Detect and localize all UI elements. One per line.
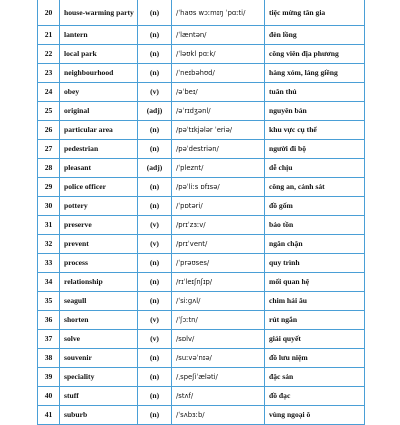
vietnamese-meaning: đặc sản [265, 368, 365, 387]
pronunciation: /sɒlv/ [172, 330, 265, 349]
vocab-word: solve [60, 330, 138, 349]
row-number: 21 [38, 26, 60, 45]
vocab-word: suburb [60, 406, 138, 425]
row-number: 33 [38, 254, 60, 273]
table-row [38, 406, 365, 425]
vocab-word: shorten [60, 311, 138, 330]
table-row [38, 83, 365, 102]
row-number: 36 [38, 311, 60, 330]
table-row [38, 26, 365, 45]
table-row [38, 140, 365, 159]
table-row [38, 216, 365, 235]
row-number: 25 [38, 102, 60, 121]
pronunciation: /suːvəˈnɪə/ [172, 349, 265, 368]
table-row [38, 292, 365, 311]
vietnamese-meaning: tiệc mừng tân gia [265, 0, 365, 26]
pronunciation: /ˈprəʊses/ [172, 254, 265, 273]
pronunciation: /ˈlæntən/ [172, 26, 265, 45]
row-number: 41 [38, 406, 60, 425]
vocab-word: process [60, 254, 138, 273]
vietnamese-meaning: người đi bộ [265, 140, 365, 159]
pronunciation: /ˈʃɔːtn/ [172, 311, 265, 330]
row-number: 37 [38, 330, 60, 349]
pronunciation: /əˈbeɪ/ [172, 83, 265, 102]
part-of-speech: (n) [138, 254, 172, 273]
row-number: 29 [38, 178, 60, 197]
table-row [38, 368, 365, 387]
table-row [38, 197, 365, 216]
vocabulary-table [37, 0, 365, 425]
row-number: 31 [38, 216, 60, 235]
pronunciation: /əˈrɪdʒənl/ [172, 102, 265, 121]
part-of-speech: (adj) [138, 102, 172, 121]
table-row [38, 102, 365, 121]
row-number: 20 [38, 0, 60, 26]
vocab-word: pleasant [60, 159, 138, 178]
vietnamese-meaning: tuân thủ [265, 83, 365, 102]
row-number: 27 [38, 140, 60, 159]
vietnamese-meaning: hàng xóm, láng giềng [265, 64, 365, 83]
vocab-word: speciality [60, 368, 138, 387]
row-number: 38 [38, 349, 60, 368]
vietnamese-meaning: vùng ngoại ô [265, 406, 365, 425]
vocab-word: pottery [60, 197, 138, 216]
vietnamese-meaning: đèn lồng [265, 26, 365, 45]
vietnamese-meaning: công viên địa phương [265, 45, 365, 64]
vocab-word: local park [60, 45, 138, 64]
row-number: 35 [38, 292, 60, 311]
part-of-speech: (v) [138, 235, 172, 254]
pronunciation: /ˈləʊkl pɑːk/ [172, 45, 265, 64]
pronunciation: /ˈsiːɡʌl/ [172, 292, 265, 311]
vocab-word: particular area [60, 121, 138, 140]
vietnamese-meaning: chim hải âu [265, 292, 365, 311]
vocab-word: souvenir [60, 349, 138, 368]
table-row [38, 159, 365, 178]
part-of-speech: (n) [138, 0, 172, 26]
row-number: 26 [38, 121, 60, 140]
vietnamese-meaning: đồ lưu niệm [265, 349, 365, 368]
row-number: 22 [38, 45, 60, 64]
vietnamese-meaning: mối quan hệ [265, 273, 365, 292]
vietnamese-meaning: ngăn chặn [265, 235, 365, 254]
row-number: 39 [38, 368, 60, 387]
part-of-speech: (n) [138, 64, 172, 83]
part-of-speech: (n) [138, 368, 172, 387]
table-row [38, 330, 365, 349]
pronunciation: /ˈhaʊs wɔːmɪŋ ˈpɑːti/ [172, 0, 265, 26]
table-row [38, 121, 365, 140]
vocab-word: lantern [60, 26, 138, 45]
row-number: 23 [38, 64, 60, 83]
vietnamese-meaning: rút ngắn [265, 311, 365, 330]
part-of-speech: (v) [138, 311, 172, 330]
vocab-word: neighbourhood [60, 64, 138, 83]
part-of-speech: (n) [138, 387, 172, 406]
part-of-speech: (adj) [138, 159, 172, 178]
vietnamese-meaning: đồ đạc [265, 387, 365, 406]
table-row [38, 349, 365, 368]
pronunciation: /ˈpleznt/ [172, 159, 265, 178]
vietnamese-meaning: giải quyết [265, 330, 365, 349]
pronunciation: /stʌf/ [172, 387, 265, 406]
part-of-speech: (v) [138, 330, 172, 349]
table-row [38, 387, 365, 406]
pronunciation: /ˈneɪbəhʊd/ [172, 64, 265, 83]
vocab-word: prevent [60, 235, 138, 254]
part-of-speech: (n) [138, 292, 172, 311]
table-row [38, 254, 365, 273]
table-row [38, 178, 365, 197]
pronunciation: /ˌspeʃiˈæləti/ [172, 368, 265, 387]
vietnamese-meaning: dễ chịu [265, 159, 365, 178]
pronunciation: /ˈpɒtəri/ [172, 197, 265, 216]
pronunciation: /prɪˈvent/ [172, 235, 265, 254]
table-row [38, 45, 365, 64]
vocab-word: pedestrian [60, 140, 138, 159]
vietnamese-meaning: khu vực cụ thể [265, 121, 365, 140]
vietnamese-meaning: nguyên bản [265, 102, 365, 121]
part-of-speech: (n) [138, 178, 172, 197]
table-row [38, 64, 365, 83]
row-number: 28 [38, 159, 60, 178]
table-row [38, 311, 365, 330]
table-row [38, 235, 365, 254]
vietnamese-meaning: đồ gốm [265, 197, 365, 216]
part-of-speech: (v) [138, 216, 172, 235]
vocab-word: relationship [60, 273, 138, 292]
pronunciation: /pəˈtɪkjələr ˈeriə/ [172, 121, 265, 140]
vietnamese-meaning: bảo tồn [265, 216, 365, 235]
vietnamese-meaning: quy trình [265, 254, 365, 273]
vocab-word: house-warming party [60, 0, 138, 26]
part-of-speech: (n) [138, 197, 172, 216]
part-of-speech: (n) [138, 26, 172, 45]
pronunciation: /pəˈdestriən/ [172, 140, 265, 159]
row-number: 24 [38, 83, 60, 102]
pronunciation: /ˈsʌbɜːb/ [172, 406, 265, 425]
vocab-word: original [60, 102, 138, 121]
row-number: 34 [38, 273, 60, 292]
vocab-word: stuff [60, 387, 138, 406]
vocab-word: seagull [60, 292, 138, 311]
part-of-speech: (v) [138, 83, 172, 102]
pronunciation: /prɪˈzɜːv/ [172, 216, 265, 235]
part-of-speech: (n) [138, 273, 172, 292]
vocab-word: preserve [60, 216, 138, 235]
pronunciation: /pəˈliːs ɒfɪsə/ [172, 178, 265, 197]
part-of-speech: (n) [138, 140, 172, 159]
row-number: 40 [38, 387, 60, 406]
part-of-speech: (n) [138, 406, 172, 425]
part-of-speech: (n) [138, 45, 172, 64]
vocab-word: police officer [60, 178, 138, 197]
vocabulary-table-body [38, 0, 365, 425]
vietnamese-meaning: công an, cảnh sát [265, 178, 365, 197]
part-of-speech: (n) [138, 349, 172, 368]
row-number: 30 [38, 197, 60, 216]
vocab-word: obey [60, 83, 138, 102]
table-row [38, 273, 365, 292]
table-row [38, 0, 365, 26]
row-number: 32 [38, 235, 60, 254]
part-of-speech: (n) [138, 121, 172, 140]
pronunciation: /rɪˈleɪʃnʃɪp/ [172, 273, 265, 292]
